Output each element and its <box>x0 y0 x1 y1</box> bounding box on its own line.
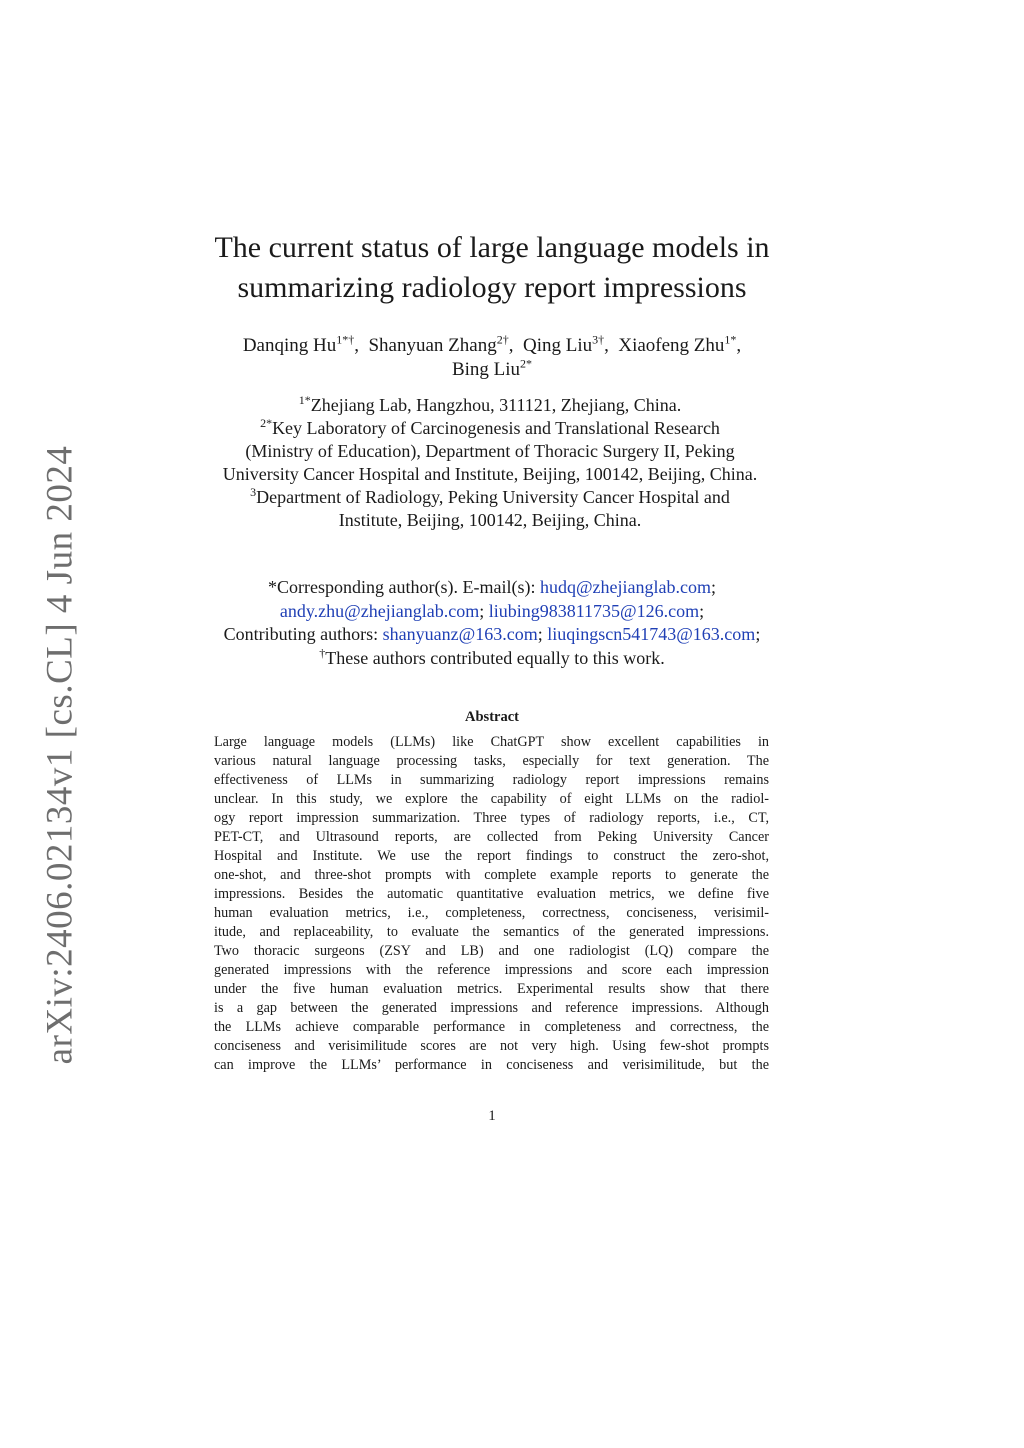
abstract-line: unclear. In this study, we explore the capability of eight LLMs on the radiol- <box>214 791 769 807</box>
email-link-zhu[interactable]: andy.zhu@zhejianglab.com <box>279 600 480 621</box>
abstract-line: itude, and replaceability, to evaluate the semantics of the generated impressions. <box>214 924 769 940</box>
author-list <box>140 334 844 382</box>
corresponding-line <box>140 600 844 624</box>
abstract-line: under the five human evaluation metrics. Experimental results show that there <box>214 981 769 997</box>
separator: ; <box>537 624 543 644</box>
abstract-line: PET-CT, and Ultrasound reports, are collected from Peking University Cancer <box>214 829 769 845</box>
title-line: The current status of large language models in <box>214 231 770 264</box>
author-affiliation-mark: 3† <box>592 332 605 347</box>
author-separator: , <box>508 335 523 356</box>
separator: ; <box>479 600 485 621</box>
equal-contribution-note <box>140 647 844 671</box>
email-link-zhang[interactable]: shanyuanz@163.com <box>382 624 538 644</box>
contributing-line <box>140 623 844 647</box>
affiliation-text: Department of Radiology, Peking University Cancer Hospital and <box>256 487 730 507</box>
abstract-line: Two thoracic surgeons (ZSY and LB) and one radiologist (LQ) compare the <box>214 943 769 959</box>
author-separator: , <box>354 335 369 356</box>
affiliation-line <box>160 440 820 463</box>
affiliation-text: (Ministry of Education), Department of Thoracic Surgery II, Peking <box>245 441 735 461</box>
page-number: 1 <box>488 1108 496 1124</box>
email-link-liu[interactable]: liubing983811735@126.com <box>488 600 700 621</box>
abstract-line: one-shot, and three-shot prompts with complete example reports to generate the <box>214 867 769 883</box>
abstract-line: ogy report impression summarization. Three types of radiology reports, i.e., CT, <box>214 810 769 826</box>
abstract-line: impressions. Besides the automatic quantitative evaluation metrics, we define five <box>214 886 769 902</box>
affiliation-list <box>160 394 820 532</box>
author-affiliation-mark: 1*† <box>336 332 355 347</box>
equal-contribution-text: These authors contributed equally to this work. <box>325 647 665 668</box>
author-separator: , <box>604 335 619 356</box>
email-link-hu[interactable]: hudq@zhejianglab.com <box>539 577 711 597</box>
affiliation-line <box>160 394 820 417</box>
abstract-heading: Abstract <box>465 709 519 725</box>
abstract-line: can improve the LLMs’ performance in conciseness and verisimilitude, but the <box>214 1057 769 1073</box>
corresponding-label: *Corresponding author(s). E-mail(s): <box>268 577 540 597</box>
affiliation-line <box>160 417 820 440</box>
affiliation-mark: 2* <box>260 416 273 430</box>
separator: ; <box>755 624 761 644</box>
title-line: summarizing radiology report impressions <box>237 271 747 304</box>
email-link-qliu[interactable]: liuqingscn541743@163.com <box>547 624 756 644</box>
affiliation-line <box>160 486 820 509</box>
author-name: Xiaofeng Zhu <box>618 335 725 356</box>
abstract-line: Hospital and Institute. We use the report findings to construct the zero-shot, <box>214 848 769 864</box>
abstract-line: is a gap between the generated impressions and reference impressions. Although <box>214 1000 769 1016</box>
affiliation-text: Zhejiang Lab, Hangzhou, 311121, Zhejiang, China. <box>310 395 682 415</box>
author-affiliation-mark: 1* <box>724 332 737 347</box>
affiliation-mark: 1* <box>298 393 311 407</box>
paper-title <box>140 228 844 308</box>
affiliation-text: University Cancer Hospital and Institute, Beijing, 100142, Beijing, China. <box>222 464 758 484</box>
correspondence-block <box>140 576 844 670</box>
separator: ; <box>699 600 705 621</box>
author-separator: , <box>736 335 742 356</box>
abstract-line: conciseness and verisimilitude scores are not very high. Using few-shot prompts <box>214 1038 769 1054</box>
author-name: Danqing Hu <box>242 335 337 356</box>
author-name: Qing Liu <box>522 335 593 356</box>
abstract-line: human evaluation metrics, i.e., completeness, correctness, conciseness, verisimil- <box>214 905 769 921</box>
dagger-mark: † <box>319 645 326 660</box>
author-name: Shanyuan Zhang <box>368 335 497 356</box>
affiliation-mark: 3 <box>250 485 257 499</box>
abstract-line: effectiveness of LLMs in summarizing radiology report impressions remains <box>214 772 769 788</box>
arxiv-identifier-stamp: arXiv:2406.02134v1 [cs.CL] 4 Jun 2024 <box>39 445 81 1065</box>
affiliation-line <box>160 463 820 486</box>
abstract-line: various natural language processing tasks, especially for text generation. The <box>214 753 769 769</box>
author-affiliation-mark: 2* <box>520 356 533 371</box>
affiliation-line <box>160 509 820 532</box>
author-name: Bing Liu <box>451 359 521 380</box>
contributing-label: Contributing authors: <box>223 624 383 644</box>
abstract-line: the LLMs achieve comparable performance in completeness and correctness, the <box>214 1019 769 1035</box>
corresponding-line <box>140 576 844 600</box>
abstract-text <box>214 733 769 1075</box>
author-affiliation-mark: 2† <box>496 332 509 347</box>
abstract-line: generated impressions with the reference impressions and score each impression <box>214 962 769 978</box>
abstract-line: Large language models (LLMs) like ChatGPT show excellent capabilities in <box>214 734 769 750</box>
affiliation-text: Key Laboratory of Carcinogenesis and Translational Research <box>272 418 720 438</box>
separator: ; <box>710 577 716 597</box>
affiliation-text: Institute, Beijing, 100142, Beijing, China. <box>338 510 642 530</box>
